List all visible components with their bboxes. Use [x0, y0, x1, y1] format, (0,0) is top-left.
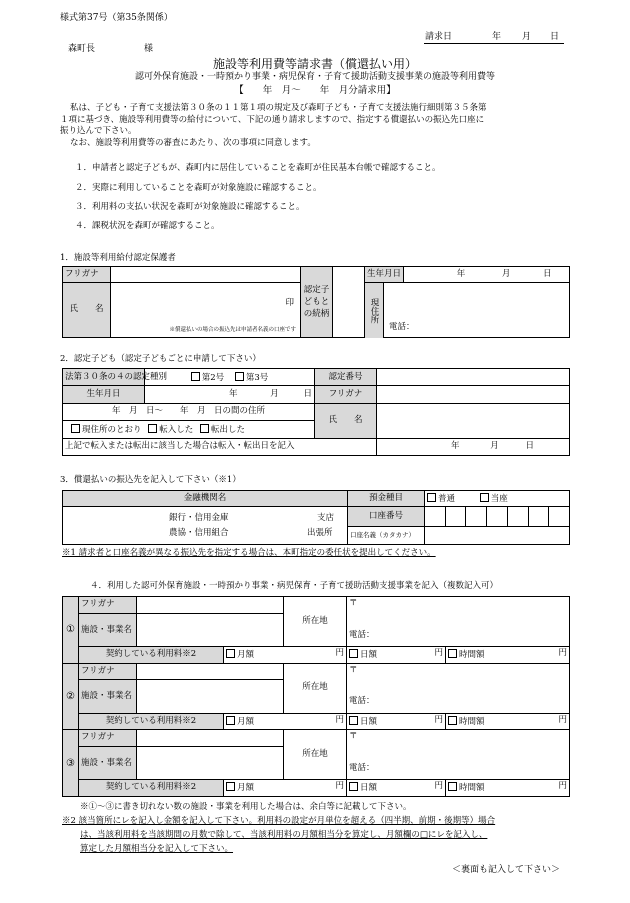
consent-item-2: ２．実際に利用していることを森町が対象施設に確認すること。 [75, 183, 322, 193]
bank-name-input[interactable] [63, 507, 348, 545]
section3-title: 3．償還払いの振込先を記入して下さい（※1） [60, 475, 241, 485]
ordinary-checkbox[interactable] [427, 493, 436, 502]
facility-2-daily-label: 日額 [360, 716, 378, 727]
facility-1-fee-label: 契約している利用料※2 [79, 646, 224, 663]
facility-2-furigana-input[interactable] [137, 663, 284, 680]
facility-1-monthly-label: 月額 [237, 650, 255, 661]
facility-3-hourly-checkbox[interactable] [448, 782, 457, 791]
request-month: 月 [522, 32, 532, 42]
guardian-name-input[interactable] [111, 283, 301, 338]
guardian-birth-day: 日 [543, 269, 552, 279]
seal-note: ※償還払いの場合の振込先は申請者名義の口座です [169, 326, 296, 333]
section4-title: ４．利用した認可外保育施設・一時預かり事業・病児保育・子育て援助活動支援事業を記入（複数記入可） [90, 581, 499, 591]
seal-mark: 印 [285, 298, 294, 308]
facility-2-location-input[interactable] [347, 663, 570, 713]
account-number-label: 口座番号 [348, 507, 425, 527]
child-name-input[interactable] [377, 403, 570, 438]
facility-3-daily-checkbox[interactable] [349, 782, 358, 791]
facility-1-hourly-yen: 円 [558, 648, 568, 659]
facility-3-name-input[interactable] [137, 746, 284, 779]
guardian-birth-month: 月 [501, 269, 511, 279]
facility-2-location-label: 所在地 [284, 663, 347, 713]
section3-note [62, 549, 436, 558]
facility-1-postal: 〒 [349, 598, 358, 608]
facility-2-number: ② [63, 663, 79, 730]
guardian-address-label: 現住所 [365, 283, 384, 338]
type2-checkbox[interactable] [191, 372, 200, 381]
child-furigana-input[interactable] [377, 386, 570, 403]
move-month: 月 [490, 441, 499, 452]
account-holder-label: 口座名義（カタカナ） [348, 527, 425, 545]
facility-1-daily-checkbox[interactable] [349, 649, 358, 658]
same-address-label: 現住所のとおり [82, 424, 142, 435]
facility-3-furigana-input[interactable] [137, 730, 284, 747]
facility-1-monthly-checkbox[interactable] [226, 649, 235, 658]
request-day: 日 [550, 32, 560, 42]
facility-2-name-label: 施設・事業名 [79, 680, 137, 713]
move-date-input[interactable] [377, 438, 570, 455]
request-year: 年 [492, 32, 502, 42]
address-status-options [63, 421, 315, 438]
type3-checkbox[interactable] [235, 372, 244, 381]
facility-1-daily-label: 日額 [360, 650, 378, 661]
facility-1-location-input[interactable] [347, 597, 570, 647]
child-name-label: 氏 名 [315, 403, 377, 438]
facility-1-name-label: 施設・事業名 [79, 613, 137, 646]
cert-type-options [145, 369, 315, 386]
relation-input[interactable] [333, 267, 365, 338]
form-title: 施設等利用費等請求書（償還払い用） [212, 57, 417, 71]
facility-2-daily-yen: 円 [434, 714, 443, 725]
deposit-type-options [425, 491, 570, 507]
facility-2-hourly-checkbox[interactable] [448, 716, 457, 725]
facility-2-monthly [224, 713, 347, 730]
section3-note-text: ※1 請求者と口座名義が異なる振込先を指定する場合は、本町指定の委任状を提出してください。 [62, 548, 436, 558]
bank-table [62, 490, 570, 545]
guardian-birth-cell [365, 267, 570, 283]
facility-1-hourly-checkbox[interactable] [448, 649, 457, 658]
branch-type-1: 支店 [317, 513, 335, 523]
guardian-furigana-label: フリガナ [63, 267, 111, 283]
facility-2-hourly [446, 713, 570, 730]
addressee-honorific: 様 [144, 44, 154, 54]
child-birth-label: 生年月日 [63, 386, 145, 403]
consent-item-3: ３．利用料の支払い状況を森町が対象施設に確認すること。 [75, 202, 305, 212]
facility-3-furigana-label: フリガナ [79, 730, 137, 747]
facility-1-phone: 電話： [349, 629, 375, 640]
child-birth-day: 日 [303, 388, 312, 399]
facility-3-monthly [224, 780, 347, 797]
facility-1-monthly-yen: 円 [335, 648, 344, 659]
account-number-input[interactable] [425, 507, 570, 527]
moved-out-label: 転出した [210, 424, 245, 435]
facility-3-location-input[interactable] [347, 730, 570, 780]
facility-3-hourly [446, 780, 570, 797]
consent-item-1: １．申請者と認定子どもが、森町内に居住していることを森町が住民基本台帳で確認すること。 [75, 163, 441, 173]
facility-2-daily [347, 713, 446, 730]
account-holder-input[interactable] [425, 527, 570, 545]
type3-label: 第3号 [245, 372, 269, 383]
facility-3-daily-yen: 円 [434, 781, 443, 792]
facility-2-name-input[interactable] [137, 680, 284, 713]
child-furigana-label: フリガナ [315, 386, 377, 403]
intro-line-2: １項に基づき、施設等利用費等の給付について、下記の通り請求しますので、指定する償還払いの振込先口座に [60, 114, 485, 125]
consent-item-4: ４．課税状況を森町が確認すること。 [75, 221, 220, 231]
facility-3-hourly-yen: 円 [558, 781, 568, 792]
facility-1-hourly-label: 時間額 [459, 650, 485, 661]
move-date-label: 上記で転入または転出に該当した場合は転入・転出日を記入 [63, 438, 377, 455]
child-birth-input[interactable] [145, 386, 315, 403]
section4-note1: ※①～③に書き切れない数の施設・事業を利用した場合は、余白等に記載して下さい。 [80, 802, 412, 812]
guardian-phone-label: 電話： [389, 321, 415, 332]
request-date-label: 請求日 [425, 32, 453, 42]
section1-title: 1．施設等利用給付認定保護者 [60, 253, 176, 263]
intro-line-3: 振り込んで下さい。 [60, 126, 137, 136]
facility-2-postal: 〒 [349, 664, 358, 675]
same-address-checkbox[interactable] [71, 424, 80, 433]
guardian-address-cell [365, 283, 570, 338]
cert-number-label: 認定番号 [315, 369, 377, 386]
facility-1-name-input[interactable] [137, 613, 284, 646]
section4-note2-line2: は、当該利用料を当該期間の月数で除して、当該利用料の月額相当分を算定し、月額欄の□にレを記入し、 [80, 830, 488, 840]
facility-2-phone: 電話： [349, 696, 375, 707]
child-birth-month: 月 [270, 388, 279, 399]
form-subtitle: 認可外保育施設・一時預かり事業・病児保育・子育て援助活動支援事業の施設等利用費等 [134, 72, 495, 82]
facility-1-number: ① [63, 597, 79, 664]
child-table [62, 368, 570, 456]
intro-paragraph [60, 103, 570, 149]
facility-1-daily [347, 646, 446, 663]
guardian-furigana-input[interactable] [111, 267, 301, 283]
section2-title: 2．認定子ども（認定子どもごとに申請して下さい） [60, 354, 261, 364]
facility-3-daily [347, 780, 446, 797]
facility-3-number: ③ [63, 730, 79, 797]
intro-consent: なお、施設等利用費等の審査にあたり、次の事項に同意します。 [70, 137, 316, 148]
guardian-name-label: 氏 名 [63, 283, 111, 338]
facility-3-monthly-label: 月額 [237, 783, 255, 794]
facility-2-daily-checkbox[interactable] [349, 716, 358, 725]
facility-1-hourly [446, 646, 570, 663]
facility-3-monthly-yen: 円 [335, 781, 344, 792]
period-line: 【 年 月～ 年 月分請求用】 [234, 85, 396, 96]
cert-type-label: 法第３０条の４の認定種別 [63, 369, 145, 386]
moved-out-checkbox[interactable] [200, 424, 209, 433]
addressee: 森町長 [68, 44, 96, 54]
ordinary-label: 普通 [438, 493, 456, 504]
current-label: 当座 [490, 493, 508, 504]
moved-in-label: 転入した [159, 424, 194, 435]
bank-type-2: 農協・信用組合 [169, 528, 229, 538]
facility-2-hourly-yen: 円 [558, 714, 568, 725]
move-year: 年 [451, 441, 460, 452]
guardian-birth-label: 生年月日 [365, 267, 404, 282]
facility-1-monthly [224, 646, 347, 663]
facility-3-daily-label: 日額 [360, 783, 378, 794]
facility-3-location-label: 所在地 [284, 730, 347, 780]
cert-number-input[interactable] [377, 369, 570, 386]
facility-3-postal: 〒 [349, 731, 358, 742]
facility-2-furigana-label: フリガナ [79, 663, 137, 680]
facility-table [62, 596, 570, 797]
section4-note2-line1: ※2 該当箇所にレを記入し金額を記入して下さい。利用料の設定が月単位を超える（四半期、前期・後期等）場合 [62, 816, 496, 826]
guardian-table [62, 266, 570, 338]
facility-1-furigana-label: フリガナ [79, 597, 137, 614]
back-side-note: ＜裏面も記入して下さい＞ [452, 865, 561, 875]
facility-3-monthly-checkbox[interactable] [226, 782, 235, 791]
relation-label: 認定子どもとの続柄 [301, 267, 333, 338]
type2-label: 第2号 [201, 372, 225, 383]
facility-1-daily-yen: 円 [434, 648, 443, 659]
request-date-line [424, 43, 564, 44]
child-birth-year: 年 [229, 388, 238, 399]
period-address-label: 年 月 日～ 年 月 日の間の住所 [63, 403, 315, 420]
current-checkbox[interactable] [480, 493, 489, 502]
facility-2-monthly-label: 月額 [237, 716, 255, 727]
facility-1-furigana-input[interactable] [137, 597, 284, 614]
moved-in-checkbox[interactable] [148, 424, 157, 433]
intro-line-1: 私は、子ども・子育て支援法第３０条の１１第１項の規定及び森町子ども・子育て支援法施行細則第３５条第 [70, 103, 487, 113]
bank-name-label: 金融機関名 [63, 491, 348, 507]
facility-3-fee-label: 契約している利用料※2 [79, 780, 224, 797]
guardian-birth-year: 年 [456, 269, 466, 279]
facility-2-hourly-label: 時間額 [459, 716, 485, 727]
bank-type-1: 銀行・信用金庫 [169, 513, 229, 523]
facility-2-monthly-checkbox[interactable] [226, 716, 235, 725]
facility-3-hourly-label: 時間額 [459, 783, 485, 794]
facility-3-name-label: 施設・事業名 [79, 746, 137, 779]
facility-2-monthly-yen: 円 [335, 714, 344, 725]
move-day: 日 [525, 441, 534, 452]
facility-3-phone: 電話： [349, 762, 375, 773]
section4-note2-line3: 算定した月額相当分を記入して下さい。 [80, 844, 234, 854]
form-number: 様式第37号（第35条関係） [60, 13, 173, 23]
facility-2-fee-label: 契約している利用料※2 [79, 713, 224, 730]
deposit-type-label: 預金種目 [348, 491, 425, 507]
facility-1-location-label: 所在地 [284, 597, 347, 647]
branch-type-2: 出張所 [307, 528, 333, 538]
